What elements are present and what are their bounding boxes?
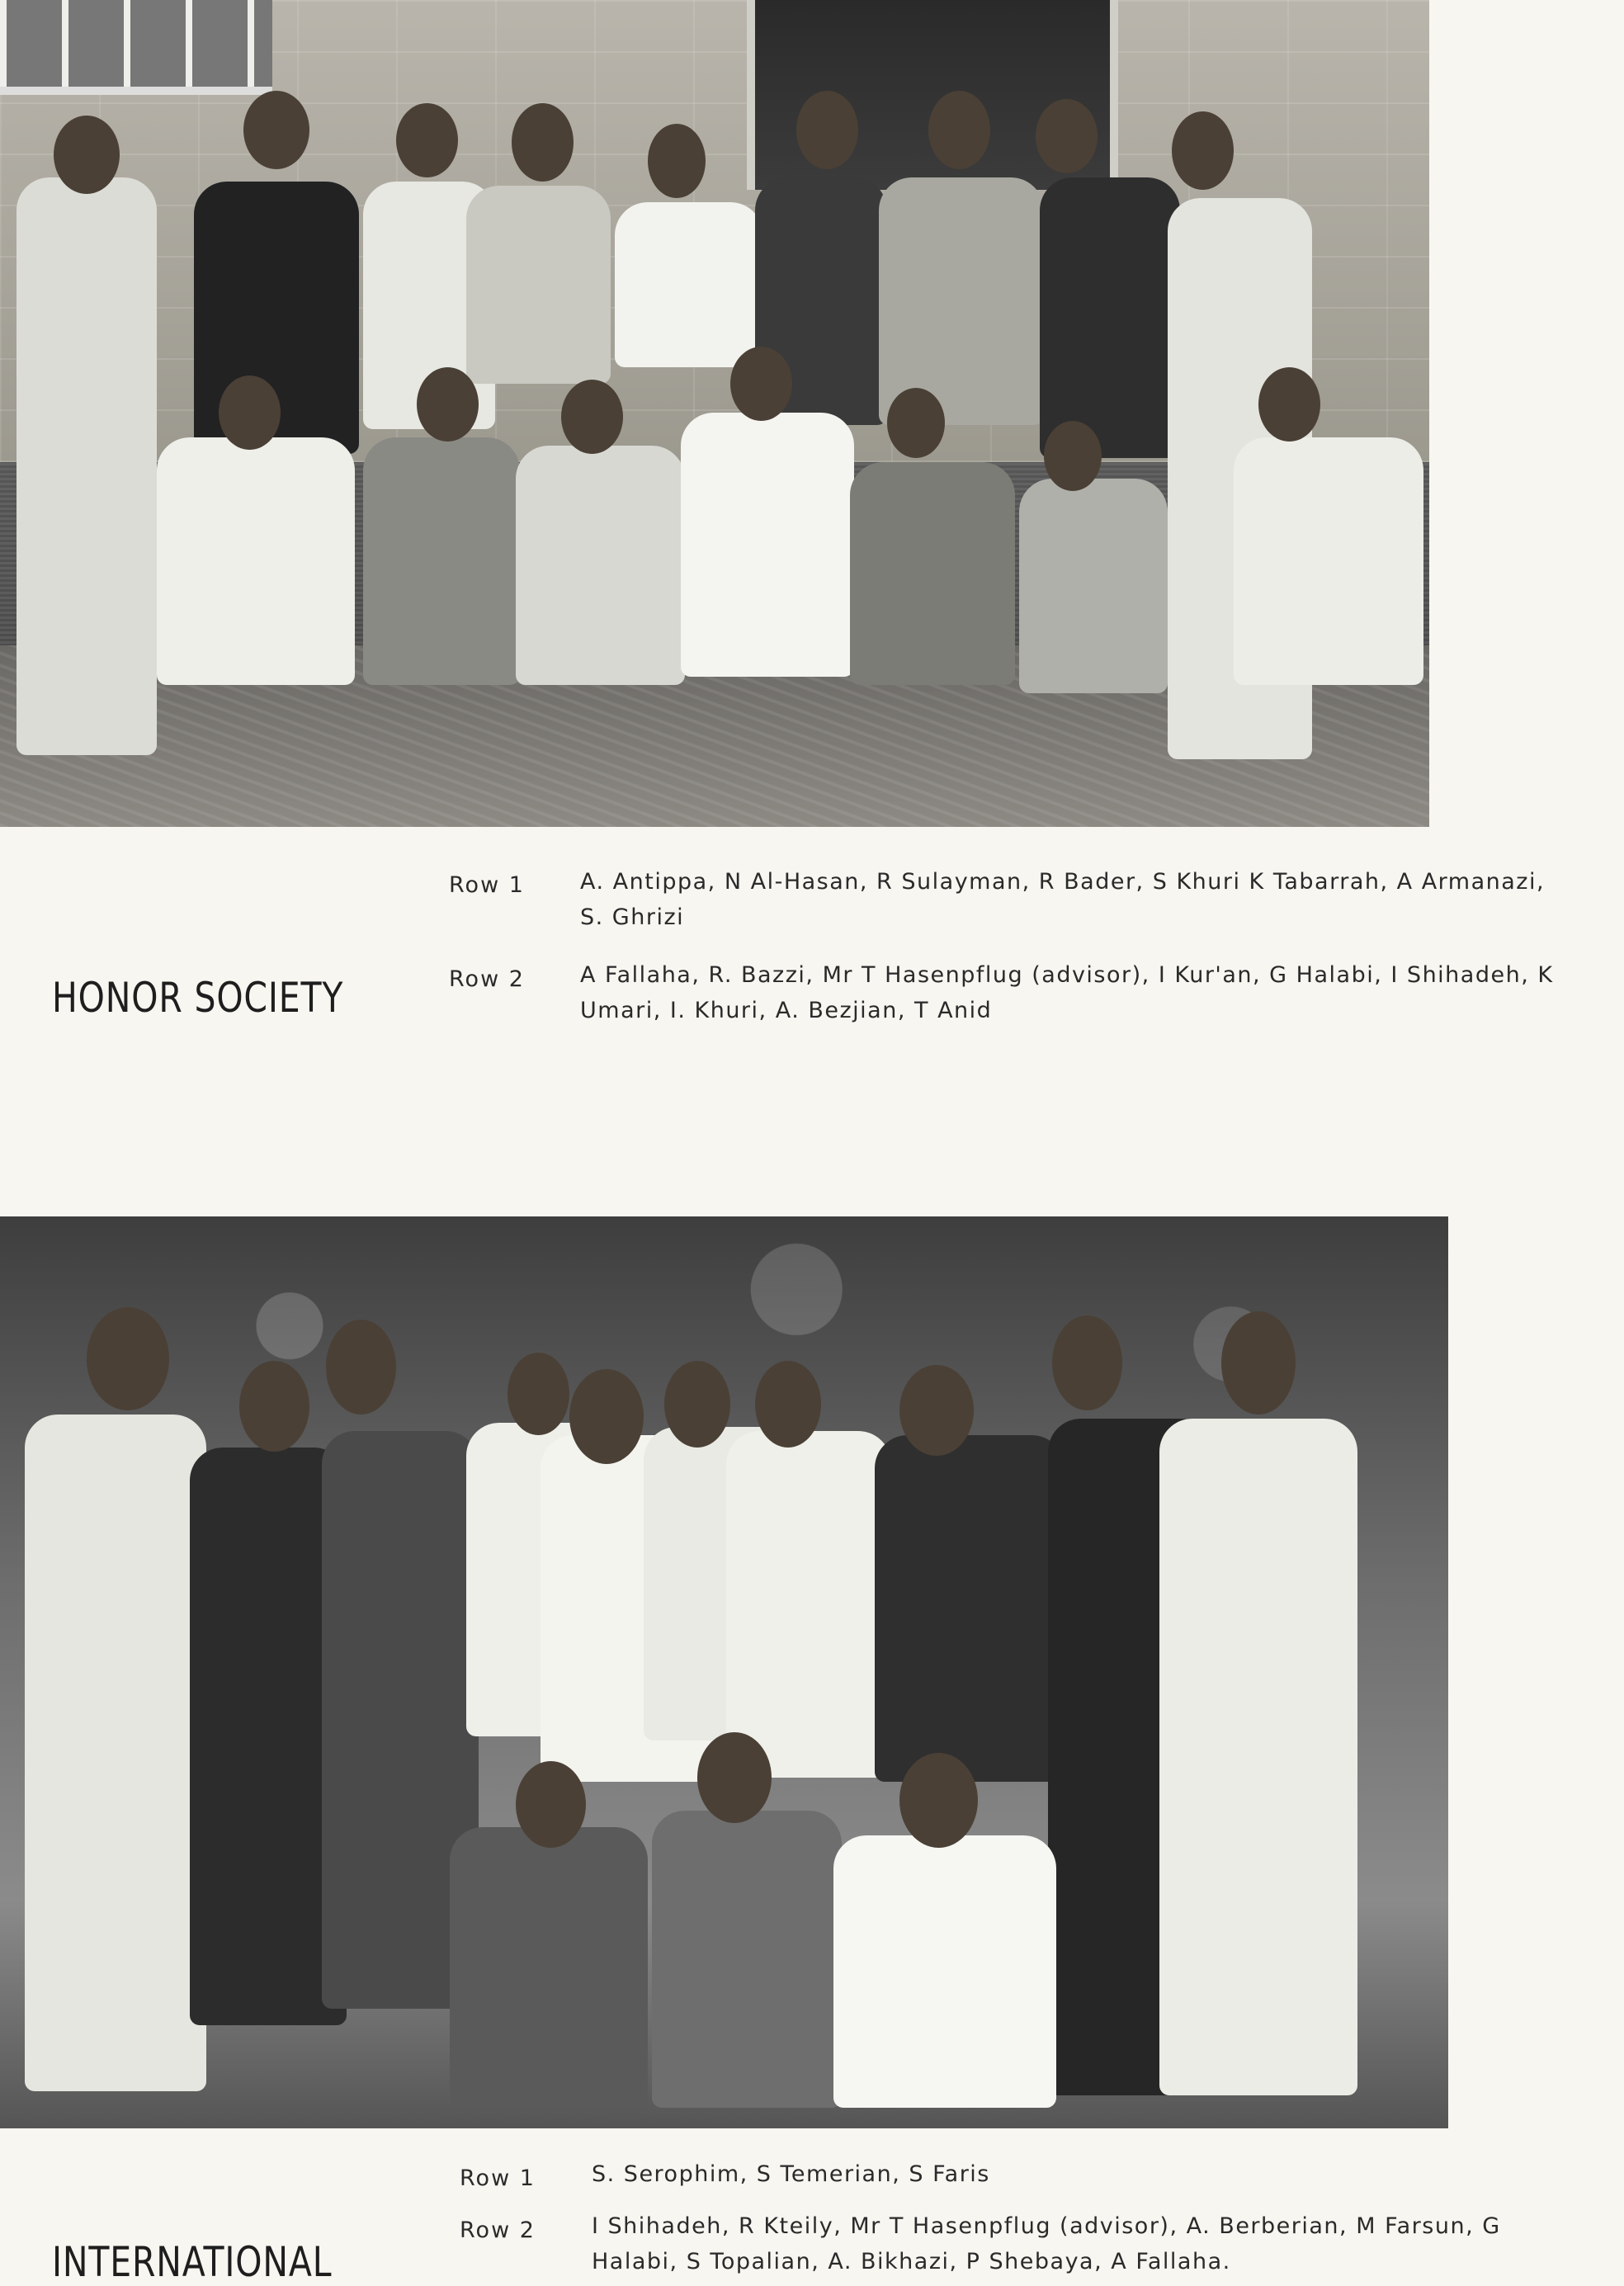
member-head	[796, 91, 858, 169]
member-head	[396, 103, 458, 177]
member-head	[1036, 99, 1098, 173]
member-head	[243, 91, 309, 169]
member-head	[417, 367, 479, 442]
member-head	[569, 1369, 644, 1464]
caption-row-names: A Fallaha, R. Bazzi, Mr T Hasenpflug (advisor), I Kur'an, G Halabi, I Shihadeh, K Umari, I. Khuri, A. Bezjian, T Anid	[580, 962, 1554, 1023]
member-head	[516, 1761, 586, 1848]
kneeling-member	[450, 1827, 648, 2108]
standing-member	[17, 177, 157, 755]
member-head	[326, 1320, 396, 1415]
caption-row-names: A. Antippa, N Al-Hasan, R Sulayman, R Bader, S Khuri K Tabarrah, A Armanazi, S. Ghrizi	[580, 869, 1546, 930]
member-head	[1221, 1311, 1296, 1415]
member-head	[54, 116, 120, 194]
caption-row-label: Row 1	[449, 872, 525, 898]
kneeling-member	[652, 1811, 842, 2108]
standing-member	[466, 186, 611, 384]
standing-member	[875, 1435, 1065, 1782]
member-head	[887, 388, 945, 458]
standing-member	[1040, 177, 1180, 458]
member-head	[928, 91, 990, 169]
kneeling-member	[1234, 437, 1423, 685]
standing-member	[1159, 1419, 1357, 2095]
international-photo	[0, 1216, 1448, 2128]
kneeling-member	[681, 413, 854, 677]
member-head	[1258, 367, 1320, 442]
caption-row-names: I Shihadeh, R Kteily, Mr T Hasenpflug (advisor), A. Berberian, M Farsun, G Halabi, S Topalian, A. Bikhazi, P Shebaya, A Fallaha.	[592, 2213, 1501, 2274]
member-head	[561, 380, 623, 454]
kneeling-member	[850, 462, 1015, 685]
kneeling-member	[363, 437, 520, 685]
member-head	[899, 1753, 978, 1848]
section-title: INTERNATIONAL	[52, 2238, 333, 2286]
member-head	[219, 375, 281, 450]
honor-society-photo	[0, 0, 1429, 827]
window-background	[0, 0, 272, 95]
caption-row-names: S. Serophim, S Temerian, S Faris	[592, 2161, 990, 2187]
caption-row-label: Row 1	[460, 2166, 536, 2191]
member-head	[899, 1365, 974, 1456]
member-head	[755, 1361, 821, 1448]
standing-member	[25, 1415, 206, 2091]
member-head	[730, 347, 792, 421]
kneeling-member	[833, 1835, 1056, 2108]
caption-row-label: Row 2	[449, 966, 525, 992]
member-head	[1172, 111, 1234, 190]
member-head	[697, 1732, 772, 1823]
member-head	[87, 1307, 169, 1410]
section-title: HONOR SOCIETY	[52, 974, 344, 1022]
caption-row-label: Row 2	[460, 2218, 536, 2243]
kneeling-member	[1019, 479, 1168, 693]
member-head	[648, 124, 706, 198]
standing-member	[879, 177, 1044, 425]
member-head	[512, 103, 574, 182]
kneeling-member	[516, 446, 685, 685]
member-head	[664, 1361, 730, 1448]
member-head	[1052, 1315, 1122, 1410]
standing-member	[726, 1431, 891, 1778]
standing-member	[615, 202, 763, 367]
member-head	[1044, 421, 1102, 491]
kneeling-member	[157, 437, 355, 685]
member-head	[508, 1353, 569, 1435]
member-head	[239, 1361, 309, 1452]
